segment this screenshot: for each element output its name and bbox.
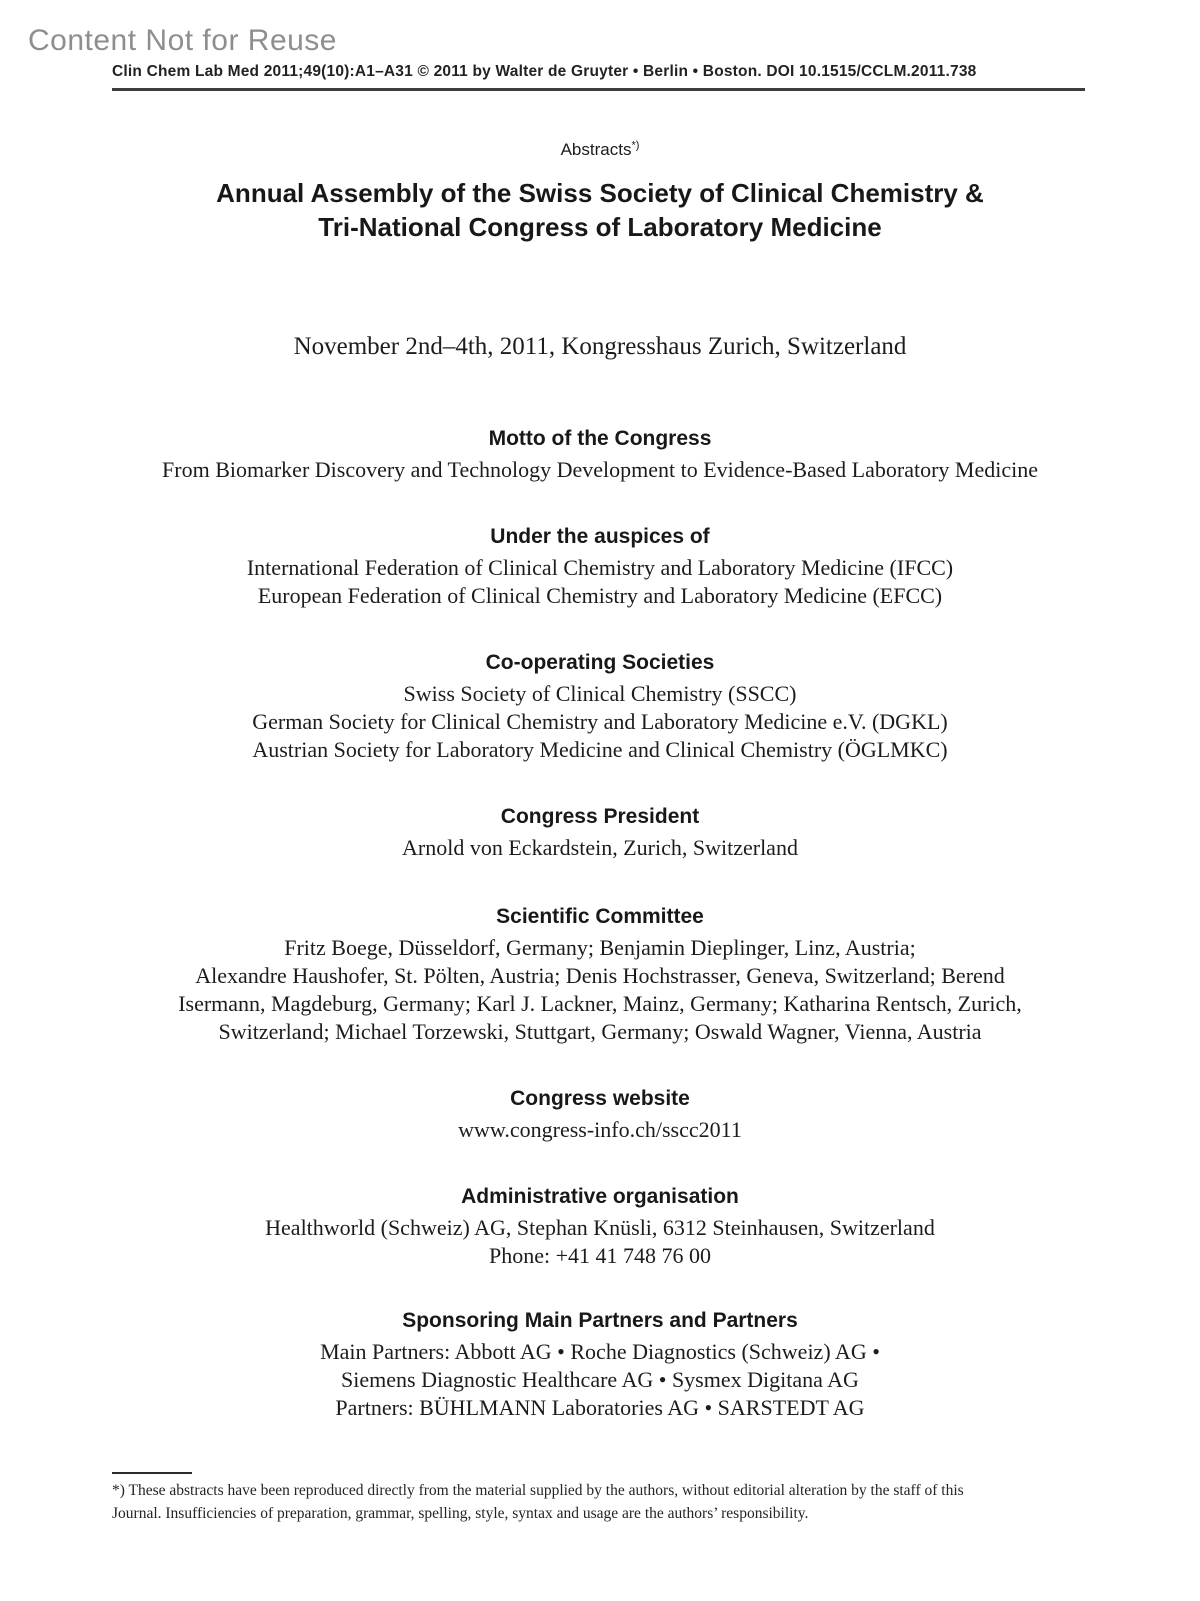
section-sponsoring-partners — [95, 1308, 1105, 1422]
section-heading-sponsoring: Sponsoring Main Partners and Partners — [402, 1309, 798, 1332]
section-congress-president — [95, 804, 1105, 862]
auspices-line: International Federation of Clinical Chemistry and Laboratory Medicine (IFCC) — [246, 555, 954, 580]
sponsoring-line: Partners: BÜHLMANN Laboratories AG • SARSTEDT AG — [335, 1395, 865, 1420]
cooperating-line: Austrian Society for Laboratory Medicine and Clinical Chemistry (ÖGLMKC) — [252, 737, 948, 762]
section-heading-auspices: Under the auspices of — [490, 525, 710, 548]
section-scientific-committee — [95, 904, 1105, 1046]
section-cooperating-societies — [95, 650, 1105, 764]
section-heading-website: Congress website — [510, 1087, 690, 1110]
journal-citation-line: Clin Chem Lab Med 2011;49(10):A1–A31 © 2011 by Walter de Gruyter • Berlin • Boston. DOI 10.1515/CCLM.2011.738 — [112, 63, 977, 80]
section-auspices — [95, 524, 1105, 610]
sponsoring-line: Siemens Diagnostic Healthcare AG • Sysmex Digitana AG — [341, 1367, 859, 1392]
section-heading-president: Congress President — [500, 805, 700, 828]
section-administrative-organisation — [95, 1184, 1105, 1270]
date-location: November 2nd–4th, 2011, Kongresshaus Zurich, Switzerland — [293, 333, 907, 360]
page-content — [95, 0, 1105, 1525]
section-heading-cooperating: Co-operating Societies — [485, 651, 715, 674]
president-line: Arnold von Eckardstein, Zurich, Switzerland — [402, 835, 798, 860]
content-not-for-reuse-watermark: Content Not for Reuse — [28, 24, 337, 57]
auspices-line: European Federation of Clinical Chemistry and Laboratory Medicine (EFCC) — [257, 583, 943, 608]
abstracts-footnote-marker: *) — [631, 139, 640, 152]
scientific-line: Isermann, Magdeburg, Germany; Karl J. Lackner, Mainz, Germany; Katharina Rentsch, Zurich, — [178, 991, 1022, 1016]
abstracts-label — [95, 140, 1105, 160]
scientific-line: Switzerland; Michael Torzewski, Stuttgart, Germany; Oswald Wagner, Vienna, Austria — [218, 1019, 982, 1044]
motto-line: From Biomarker Discovery and Technology Development to Evidence-Based Laboratory Medicine — [162, 457, 1038, 482]
scientific-line: Fritz Boege, Düsseldorf, Germany; Benjamin Dieplinger, Linz, Austria; — [284, 935, 916, 960]
admin-line: Healthworld (Schweiz) AG, Stephan Knüsli, 6312 Steinhausen, Switzerland — [265, 1215, 935, 1240]
page-title — [95, 176, 1105, 244]
section-heading-scientific: Scientific Committee — [496, 905, 704, 928]
footnote-line: Journal. Insufficiencies of preparation, grammar, spelling, style, syntax and usage are the authors’ responsibility. — [112, 1505, 809, 1522]
cooperating-line: German Society for Clinical Chemistry and Laboratory Medicine e.V. (DGKL) — [252, 709, 948, 734]
footnote-line: *) These abstracts have been reproduced directly from the material supplied by the authors, without editorial alteration by the staff of this — [112, 1482, 964, 1499]
section-heading-admin: Administrative organisation — [461, 1185, 739, 1208]
footnote-rule — [112, 1472, 192, 1474]
footnote — [112, 1472, 1097, 1525]
title-line-1: Annual Assembly of the Swiss Society of Clinical Chemistry & — [216, 178, 984, 208]
section-heading-motto: Motto of the Congress — [488, 427, 712, 450]
cooperating-line: Swiss Society of Clinical Chemistry (SSCC) — [403, 681, 797, 706]
abstracts-text: Abstracts — [560, 140, 632, 159]
scientific-line: Alexandre Haushofer, St. Pölten, Austria; Denis Hochstrasser, Geneva, Switzerland; Berend — [195, 963, 1005, 988]
sponsoring-line: Main Partners: Abbott AG • Roche Diagnostics (Schweiz) AG • — [320, 1339, 880, 1364]
section-motto — [95, 426, 1105, 484]
section-congress-website — [95, 1086, 1105, 1144]
title-line-2: Tri-National Congress of Laboratory Medicine — [318, 212, 882, 242]
website-url: www.congress-info.ch/sscc2011 — [458, 1117, 742, 1142]
admin-phone: Phone: +41 41 748 76 00 — [488, 1243, 712, 1268]
